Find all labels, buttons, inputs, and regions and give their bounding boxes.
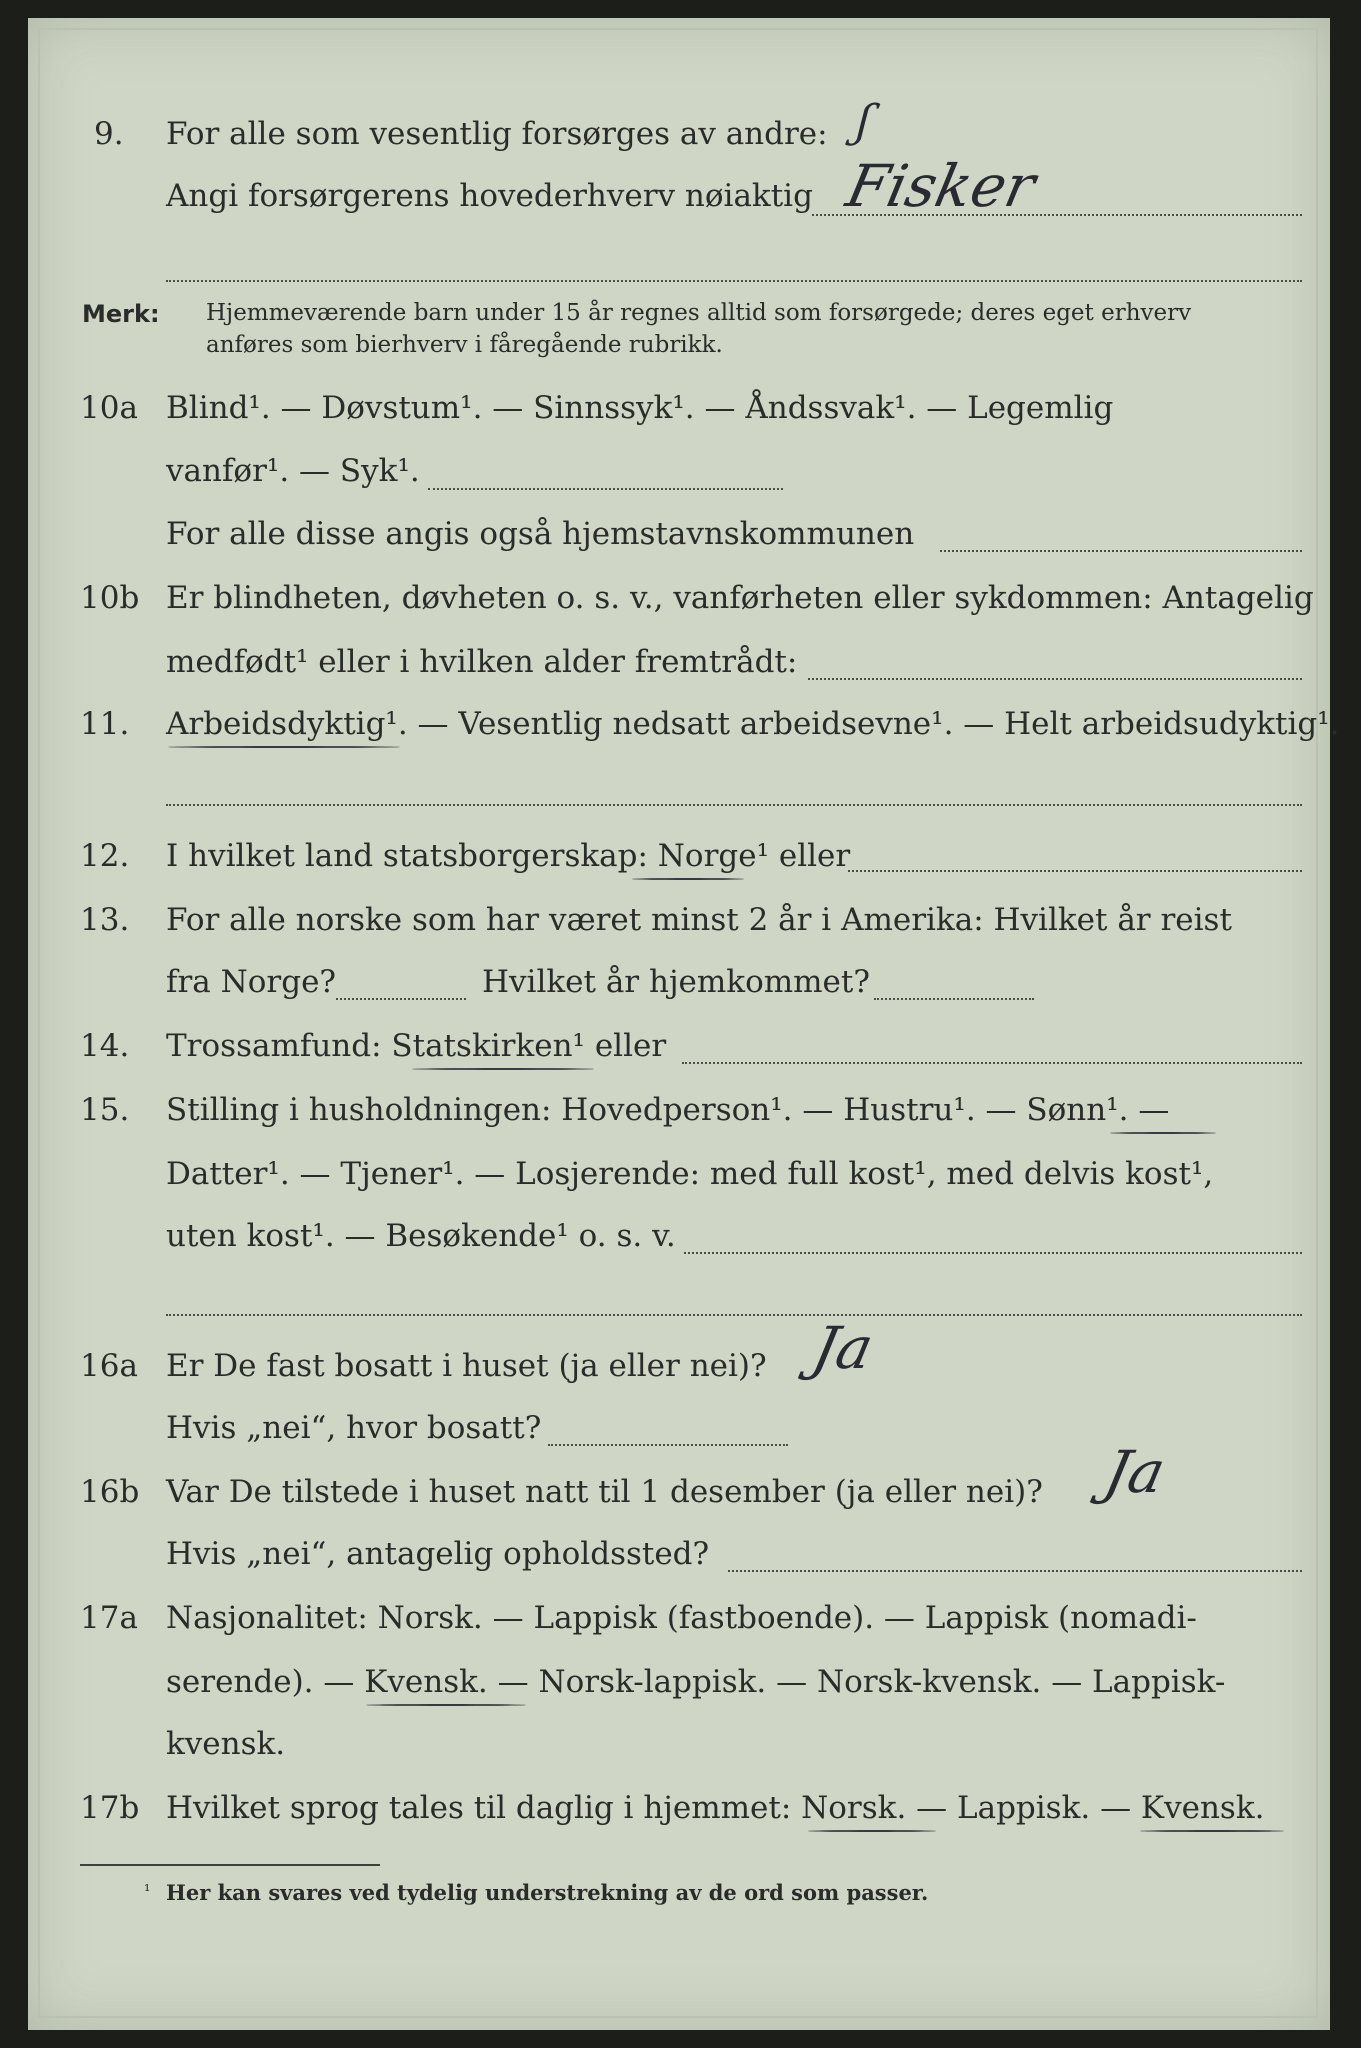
q12-line1: I hvilket land statsborgerskap: Norge¹ eller (166, 838, 851, 874)
q9-number: 9. (94, 116, 124, 152)
q9-answer-handwritten: Fisker (840, 152, 1041, 220)
q10b-line2: medfødt¹ eller i hvilken alder fremtrådt: (166, 644, 798, 680)
q15-line3: uten kost¹. — Besøkende¹ o. s. v. (166, 1218, 676, 1254)
q16b-number: 16b (80, 1474, 140, 1510)
q17a-number: 17a (80, 1600, 138, 1636)
q9-line1: For alle som vesentlig forsørges av andre: (166, 116, 828, 152)
q12-blank (848, 870, 1302, 872)
q16b-line1: Var De tilstede i huset natt til 1 desember (ja eller nei)? (166, 1474, 1043, 1510)
census-form-page (28, 18, 1340, 2030)
q13-line2b: Hvilket år hjemkommet? (482, 964, 870, 1000)
q10a-line3-blank (940, 550, 1302, 552)
q17a-line1: Nasjonalitet: Norsk. — Lappisk (fastboende). — Lappisk (nomadi- (166, 1600, 1197, 1636)
q15-number: 15. (80, 1092, 130, 1128)
q13-number: 13. (80, 902, 130, 938)
q16b-line2: Hvis „nei“, antagelig opholdssted? (166, 1536, 710, 1572)
q16b-answer-handwritten: Ja (1098, 1438, 1172, 1506)
q13-reist-blank (336, 998, 466, 1000)
q10a-line3: For alle disse angis også hjemstavnskommunen (166, 516, 915, 552)
q17b-underline-kvensk (1140, 1830, 1284, 1832)
q17b-underline-norsk (808, 1830, 936, 1832)
q12-underline-norge (632, 878, 744, 880)
q15-underline-sonn (1110, 1132, 1216, 1134)
q10b-line2-blank (808, 678, 1302, 680)
q13-line1: For alle norske som har været minst 2 år i Amerika: Hvilket år reist (166, 902, 1232, 938)
merk-line1: Hjemmeværende barn under 15 år regnes alltid som forsørgede; deres eget erhverv (206, 300, 1192, 326)
q16a-bosatt-blank (548, 1444, 788, 1446)
q15-extra-line (166, 1314, 1302, 1316)
q16a-answer-handwritten: Ja (806, 1314, 880, 1382)
q11-extra-line (166, 804, 1302, 806)
merk-line2: anføres som bierhverv i fåregående rubrikk. (206, 332, 723, 358)
q16a-number: 16a (80, 1348, 138, 1384)
footnote-text: Her kan svares ved tydelig understrekning av de ord som passer. (166, 1880, 929, 1905)
q14-number: 14. (80, 1028, 130, 1064)
q9-line2: Angi forsørgerens hovederhverv nøiaktig (166, 178, 813, 214)
q15-line1: Stilling i husholdningen: Hovedperson¹. — Hustru¹. — Sønn¹. — (166, 1092, 1170, 1128)
q10b-number: 10b (80, 580, 140, 616)
q9-extra-line (166, 280, 1302, 282)
q17b-number: 17b (80, 1790, 140, 1826)
q17a-line3: kvensk. (166, 1726, 286, 1762)
q16b-opholdssted-blank (728, 1570, 1302, 1572)
q17a-underline-kvensk (366, 1704, 526, 1706)
q17a-line2: serende). — Kvensk. — Norsk-lappisk. — Norsk-kvensk. — Lappisk- (166, 1664, 1226, 1700)
q12-number: 12. (80, 838, 130, 874)
q14-blank (682, 1062, 1302, 1064)
q16a-line2: Hvis „nei“, hvor bosatt? (166, 1410, 542, 1446)
q10b-line1: Er blindheten, døvheten o. s. v., vanførheten eller sykdommen: Antagelig (166, 580, 1314, 616)
q11-line1: Arbeidsdyktig¹. — Vesentlig nedsatt arbeidsevne¹. — Helt arbeidsudyktig¹. (166, 706, 1340, 742)
q10a-line1: Blind¹. — Døvstum¹. — Sinnssyk¹. — Åndssvak¹. — Legemlig (166, 390, 1114, 426)
q10a-number: 10a (80, 390, 138, 426)
q17b-line1: Hvilket sprog tales til daglig i hjemmet: Norsk. — Lappisk. — Kvensk. (166, 1790, 1265, 1826)
q13-line2a: fra Norge? (166, 964, 337, 1000)
q16a-line1: Er De fast bosatt i huset (ja eller nei)? (166, 1348, 767, 1384)
q14-underline-statskirken (412, 1068, 594, 1070)
footnote-mark: ¹ (144, 1881, 151, 1900)
q10a-line2-blank (428, 488, 783, 490)
footnote-rule (80, 1864, 380, 1866)
q13-hjemkommet-blank (874, 998, 1034, 1000)
q9-answer-mark: ʃ (852, 96, 876, 147)
q10a-line2: vanfør¹. — Syk¹. (166, 453, 420, 489)
q15-line2: Datter¹. — Tjener¹. — Losjerende: med full kost¹, med delvis kost¹, (166, 1156, 1214, 1192)
q14-line1: Trossamfund: Statskirken¹ eller (166, 1028, 667, 1064)
q11-number: 11. (80, 706, 130, 742)
q11-underline-arbeidsdyktig (168, 746, 400, 748)
q15-blank (684, 1252, 1302, 1254)
merk-label: Merk: (82, 300, 160, 328)
